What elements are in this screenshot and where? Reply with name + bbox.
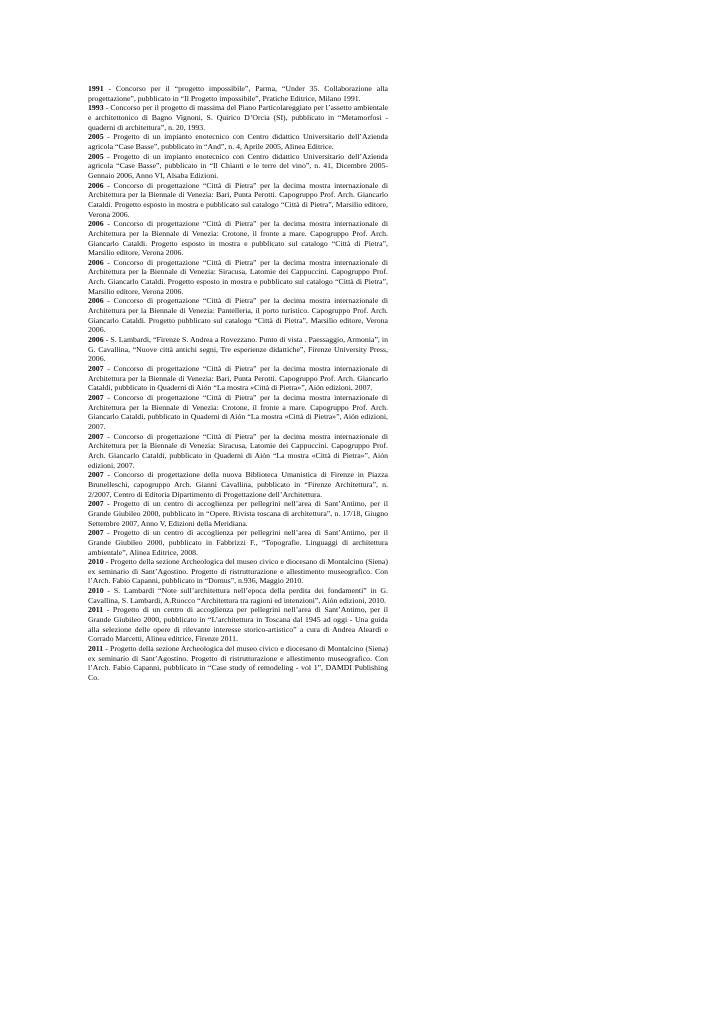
entry-text: - Progetto di un centro di accoglienza per pellegrini nell’area di Sant’Antimo, per il Grande Giubileo 2000, pubblicato in “Opere. Rivista toscana di architettura”, n. 17/18, Giugno Settembre 2007, Anno V, Edizioni della Meridiana.: [88, 499, 388, 528]
entry-year: 2007: [88, 499, 104, 509]
entry-year: 2005: [88, 132, 104, 142]
publication-entry: [88, 605, 388, 644]
publication-entry: [88, 432, 388, 471]
entry-text: - Concorso di progettazione della nuova Biblioteca Umanistica di Firenze in Piazza Brunelleschi, capogruppo Arch. Gianni Cavallina, pubblicato in “Firenze Architettura”, n. 2/2007, Centro di Editoria Dipartimento di Progettazione dell’Architettura.: [88, 470, 388, 499]
publication-entry: [88, 586, 388, 605]
entry-year: 2007: [88, 528, 104, 538]
publication-entry: [88, 644, 388, 683]
entry-text: - Concorso per il progetto di massima del Piano Particolareggiato per l’assetto ambientale e architettonico di Bagno Vignoni, S. Quirico D’Orcia (SI), pubblicato in “Metamorfosi - quaderni di architettura”, n. 20, 1993.: [88, 103, 388, 132]
entry-year: 2007: [88, 364, 104, 374]
entry-year: 2011: [88, 644, 104, 654]
publication-entry: [88, 258, 388, 297]
entry-text: - Concorso per il “progetto impossibile”, Parma, “Under 35. Collaborazione alla progettazione”, pubblicato in “Il Progetto impossibile”, Pratiche Editrice, Milano 1991.: [88, 84, 388, 103]
entry-text: - Concorso di progettazione “Città di Pietra” per la decima mostra internazionale di Architettura per la Biennale di Venezia: Pantelleria, il porto turistico. Capogruppo Prof. Arch. Giancarlo Cataldi. Progetto pubblicato sul catalogo “Città di Pietra”, Marsilio editore, Verona 2006.: [88, 296, 388, 335]
publication-entry: [88, 296, 388, 335]
publication-entry: [88, 152, 388, 181]
entry-text: - Concorso di progettazione “Città di Pietra” per la decima mostra internazionale di Architettura per la Biennale di Venezia: Siracusa, Latomie dei Cappuccini. Capogruppo Prof. Arch. Giancarlo Cataldi, pubblicato in Quaderni di Aión “La mostra «Città di Pietra»”, Aión edizioni, 2007.: [88, 431, 388, 470]
entry-year: 2005: [88, 151, 104, 161]
entry-text: - Concorso di progettazione “Città di Pietra” per la decima mostra internazionale di Architettura per la Biennale di Venezia: Crotone, il fronte a mare. Capogruppo Prof. Arch. Giancarlo Cataldi. Progetto esposto in mostra e pubblicato sul catalogo “Città di Pietra”, Marsilio editore, Verona 2006.: [88, 219, 388, 258]
entry-year: 2010: [88, 557, 104, 567]
entry-text: - Concorso di progettazione “Città di Pietra” per la decima mostra internazionale di Architettura per la Biennale di Venezia: Siracusa, Latomie dei Cappuccini. Capogruppo Prof. Arch. Giancarlo Cataldi. Progetto esposto in mostra e pubblicato sul catalogo “Città di Pietra”, Marsilio editore, Verona 2006.: [88, 257, 388, 296]
publication-entry: [88, 181, 388, 220]
entry-year: 1991: [88, 84, 104, 93]
entry-year: 2006: [88, 219, 104, 229]
entry-text: - Progetto della sezione Archeologica del museo civico e diocesano di Montalcino (Siena) ex seminario di Sant’Agostino. Progetto di ristrutturazione e allestimento museografico. Con l’Arch. Fabio Capanni, pubblicato in “Case study of remodeling - vol 1”, DAMDI Publishing Co.: [88, 644, 388, 683]
publication-entry: [88, 364, 388, 393]
entry-year: 2006: [88, 257, 104, 267]
entry-year: 2010: [88, 586, 104, 596]
entry-text: - Concorso di progettazione “Città di Pietra” per la decima mostra internazionale di Architettura per la Biennale di Venezia: Bari, Punta Perotti. Capogruppo Prof. Arch. Giancarlo Cataldi, pubblicato in Quaderni di Aión “La mostra «Città di Pietra»”, Aión edizioni, 2007.: [88, 364, 388, 393]
entry-year: 2007: [88, 393, 104, 402]
entry-year: 2006: [88, 296, 104, 306]
entry-year: 1993: [88, 103, 104, 113]
entry-year: 2006: [88, 180, 104, 190]
entry-text: - Progetto di un centro di accoglienza per pellegrini nell’area di Sant’Antimo, per il Grande Giubileo 2000, pubblicato in “L’architettura in Toscana dal 1945 ad oggi - Una guida alla selezione delle opere di rilevante interesse storico-artistico” a cura di Andrea Aleardi e Corrado Marcetti, Alinea editrice, Firenze 2011.: [88, 605, 388, 644]
publications-list: [88, 84, 388, 683]
entry-text: - Progetto di un impianto enotecnico con Centro didattico Universitario dell’Azienda agricola “Case Basse”, pubblicato in “Il Chianti e le terre del vino”, n. 41, Dicembre 2005-Gennaio 2006, Anno VI, Alsaba Edizioni.: [88, 151, 388, 180]
entry-year: 2007: [88, 431, 104, 441]
publication-entry: [88, 528, 388, 557]
publication-entry: [88, 557, 388, 586]
entry-year: 2006: [88, 335, 104, 345]
entry-text: - Progetto di un impianto enotecnico con Centro didattico Universitario dell’Azienda agricola “Case Basse”, pubblicato in “And”, n. 4, Aprile 2005, Alinea Editrice.: [88, 132, 388, 151]
entry-text: - Concorso di progettazione “Città di Pietra” per la decima mostra internazionale di Architettura per la Biennale di Venezia: Crotone, il fronte a mare. Capogruppo Prof. Arch. Giancarlo Cataldi, pubblicato in Quaderni di Aión “La mostra «Città di Pietra»”, Aión edizioni, 2007.: [88, 393, 388, 431]
publication-entry: [88, 470, 388, 499]
entry-year: 2011: [88, 605, 104, 615]
publication-entry: [88, 499, 388, 528]
publication-entry: [88, 393, 388, 432]
publication-entry: [88, 132, 388, 151]
entry-text: - Progetto della sezione Archeologica del museo civico e diocesano di Montalcino (Siena) ex seminario di Sant’Agostino. Progetto di ristrutturazione e allestimento museografico. Con l’Arch. Fabio Capanni, pubblicato in “Domus”, n.936, Maggio 2010.: [88, 557, 388, 586]
entry-text: - Concorso di progettazione “Città di Pietra” per la decima mostra internazionale di Architettura per la Biennale di Venezia: Bari, Punta Perotti. Capogruppo Prof. Arch. Giancarlo Cataldi. Progetto esposto in mostra e pubblicato sul catalogo “Città di Pietra”, Marsilio editore, Verona 2006.: [88, 180, 388, 219]
entry-text: - S. Lambardi “Note sull’architettura nell’epoca della perdita dei fondamenti” in G. Cavallina, S. Lambardi, A.Ruocco “Architettura tra ragioni ed intenzioni”, Aión edizioni, 2010.: [88, 586, 388, 605]
publication-entry: [88, 219, 388, 258]
entry-year: 2007: [88, 470, 104, 480]
entry-text: - S. Lambardi, “Firenze S. Andrea a Rovezzano. Punto di vista . Paessaggio, Armonia”, in G. Cavallina, “Nuove città antichi segni, Tre esperienze didattiche”, Firenze University Press, 2006.: [88, 335, 388, 364]
entry-text: - Progetto di un centro di accoglienza per pellegrini nell’area di Sant’Antimo, per il Grande Giubileo 2000, pubblicato in Fabbrizzi F., “Topografie. Linguaggi di architettura ambientale”, Alinea Editrice, 2008.: [88, 528, 388, 557]
publication-entry: [88, 103, 388, 132]
publication-entry: [88, 84, 388, 103]
publication-entry: [88, 335, 388, 364]
